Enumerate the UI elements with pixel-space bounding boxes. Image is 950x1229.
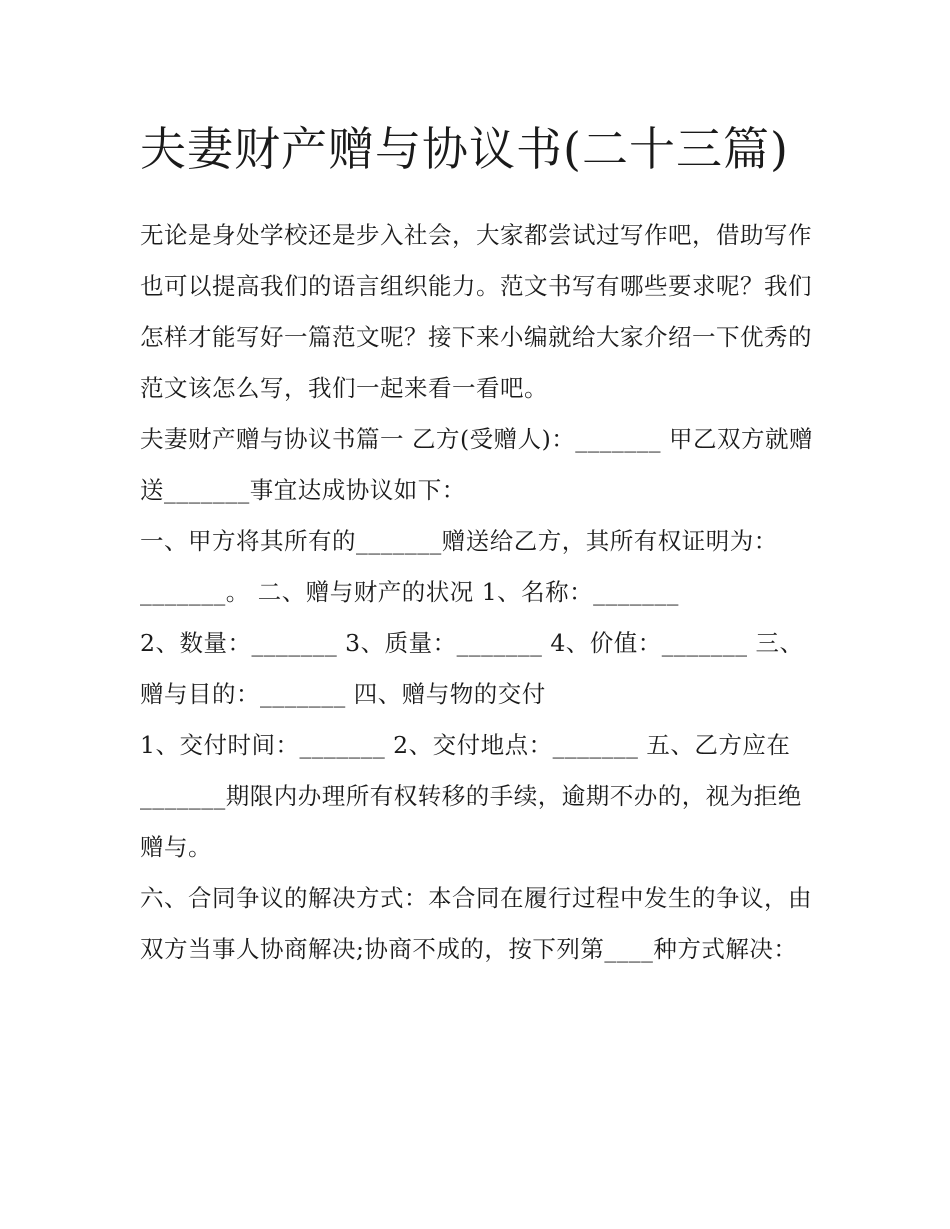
clause-paragraph: 1、交付时间：_______ 2、交付地点：_______ 五、乙方应在_______期限内办理所有权转移的手续，逾期不办的，视为拒绝赠与。 (140, 731, 802, 861)
dispute-clause-paragraph: 六、合同争议的解决方式：本合同在履行过程中发生的争议，由双方当事人协商解决;协商不成的，按下列第____种方式解决： (140, 884, 812, 963)
document-body (140, 110, 820, 975)
clause-paragraph: 一、甲方将其所有的_______赠送给乙方，其所有权证明为：_______。 二、赠与财产的状况 1、名称：_______ (140, 527, 778, 606)
agreement-heading-paragraph: 夫妻财产赠与协议书篇一 乙方(受赠人)：_______ 甲乙双方就赠送_______事宜达成协议如下： (140, 425, 814, 504)
intro-paragraph: 无论是身处学校还是步入社会，大家都尝试过写作吧，借助写作也可以提高我们的语言组织能力。范文书写有哪些要求呢？我们怎样才能写好一篇范文呢？接下来小编就给大家介绍一下优秀的范文该怎么写，我们一起来看一看吧。 (140, 221, 812, 402)
clause-paragraph: 2、数量：_______ 3、质量：_______ 4、价值：_______ 三、赠与目的：_______ 四、赠与物的交付 (140, 629, 804, 708)
document-title: 夫妻财产赠与协议书(二十三篇) (140, 122, 789, 176)
